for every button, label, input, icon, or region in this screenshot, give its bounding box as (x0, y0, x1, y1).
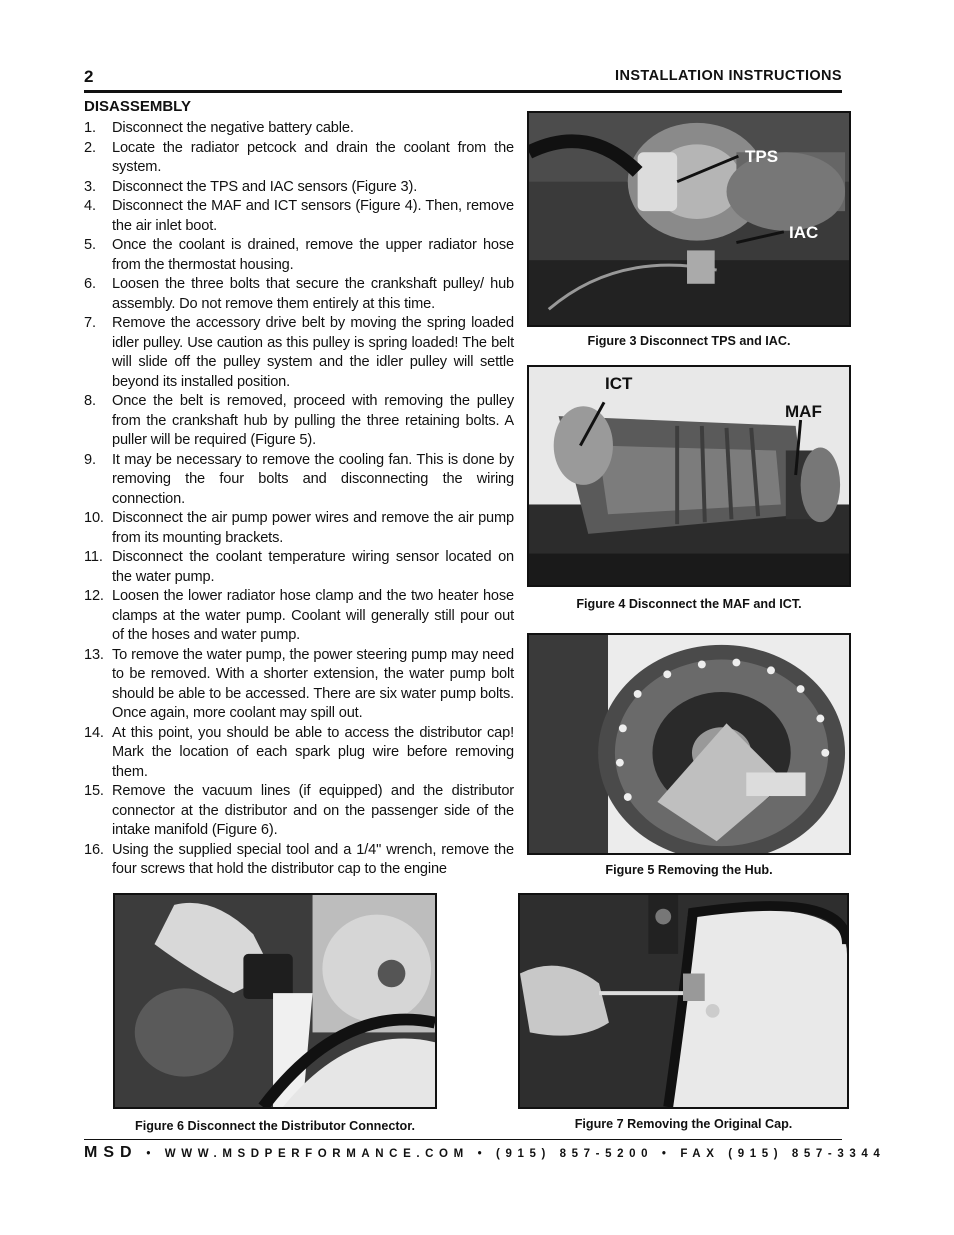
step-item: 1. Disconnect the negative battery cable. (84, 120, 354, 136)
section-title: DISASSEMBLY (84, 98, 191, 115)
figure-5-photo (527, 633, 851, 855)
step-item: 14. At this point, you should be able to access the distributor cap! Mark the location of each spark plug wire before removing them. (84, 724, 514, 780)
figure-4-caption: Figure 4 Disconnect the MAF and ICT. (576, 597, 802, 611)
engine-air-inlet-image (529, 367, 849, 585)
disassembly-steps (84, 119, 514, 880)
step-item: 3. Disconnect the TPS and IAC sensors (Figure 3). (84, 178, 418, 195)
step-item: 13. To remove the water pump, the power steering pump may need to be removed. With a shorter extension, the water pump bolt should be able to be accessed. There are six water pump bolts. Once again, more coolant may spill out. (84, 646, 514, 721)
ict-label: ICT (605, 374, 633, 393)
step-text: It may be necessary to remove the cooling fan. This is done by removing the four bolts and disconnecting the wiring connection. (112, 451, 514, 507)
step-text: Disconnect the negative battery cable. (112, 120, 354, 136)
footer-website: WWW.MSDPERFORMANCE.COM (164, 1148, 469, 1160)
footer-separator: • (146, 1148, 156, 1160)
distributor-connector-image (115, 895, 435, 1107)
step-text: Using the supplied special tool and a 1/4" wrench, remove the four screws that hold the distributor cap to the engine (112, 841, 514, 877)
page-number: 2 (84, 67, 94, 86)
figure-3-caption: Figure 3 Disconnect TPS and IAC. (587, 334, 791, 348)
footer-separator: • (477, 1148, 488, 1160)
step-item: 9. It may be necessary to remove the cooling fan. This is done by removing the four bolts and disconnecting the wiring connection. (84, 451, 514, 507)
iac-label: IAC (789, 223, 819, 242)
removing-cap-image (520, 895, 847, 1107)
step-text: Locate the radiator petcock and drain the coolant from the system. (112, 139, 514, 175)
step-item: 11. Disconnect the coolant temperature wiring sensor located on the water pump. (84, 549, 514, 585)
figure-7-photo (518, 893, 849, 1109)
figure-3-photo (527, 111, 851, 327)
page-header-title: INSTALLATION INSTRUCTIONS (615, 68, 842, 84)
step-item: 7. Remove the accessory drive belt by moving the spring loaded idler pulley. Use caution as this pulley is spring loaded! The belt will slide off the pulley system and the idler pulley will settle beyond its installed position. (84, 315, 514, 390)
figure-6-caption: Figure 6 Disconnect the Distributor Connector. (135, 1119, 415, 1133)
maf-label: MAF (785, 402, 822, 421)
step-item: 4. Disconnect the MAF and ICT sensors (Figure 4). Then, remove the air inlet boot. (84, 198, 514, 234)
step-item: 2. Locate the radiator petcock and drain the coolant from the system. (84, 139, 514, 175)
step-text: Disconnect the air pump power wires and remove the air pump from its mounting brackets. (112, 510, 514, 546)
step-text: Once the belt is removed, proceed with removing the pulley from the crankshaft hub by pulling the three retaining bolts. A puller will be required (Figure 5). (112, 393, 514, 448)
step-item: 12. Loosen the lower radiator hose clamp and the two heater hose clamps at the water pump. Coolant will generally still pour out of the hoses and water pump. (84, 588, 514, 643)
step-text: Disconnect the TPS and IAC sensors (Figure 3). (112, 178, 418, 195)
footer-brand: MSD (84, 1144, 138, 1161)
step-item: 5. Once the coolant is drained, remove the upper radiator hose from the thermostat housing. (84, 237, 514, 273)
figure-6-photo (113, 893, 437, 1109)
footer-fax: FAX (915) 857-3344 (680, 1148, 886, 1160)
step-text: Disconnect the MAF and ICT sensors (Figure 4). Then, remove the air inlet boot. (112, 198, 514, 234)
step-item: 6. Loosen the three bolts that secure the crankshaft pulley/ hub assembly. Do not remove them entirely at this time. (84, 276, 514, 312)
step-text: To remove the water pump, the power steering pump may need to be removed. With a shorter extension, the water pump bolt should be able to be accessed. There are six water pump bolts. Once again, more coolant may spill out. (112, 646, 514, 721)
footer-phone: (915) 857-5200 (496, 1148, 654, 1160)
header-rule (84, 90, 842, 93)
step-item: 8. Once the belt is removed, proceed with removing the pulley from the crankshaft hub by pulling the three retaining bolts. A puller will be required (Figure 5). (84, 393, 514, 448)
figure-7-caption: Figure 7 Removing the Original Cap. (574, 1117, 793, 1131)
step-text: Remove the vacuum lines (if equipped) and the distributor connector at the distributor and on the passenger side of the intake manifold (Figure 6). (112, 783, 514, 838)
figure-5-caption: Figure 5 Removing the Hub. (605, 863, 773, 877)
step-item: 10. Disconnect the air pump power wires and remove the air pump from its mounting brackets. (84, 510, 514, 546)
footer-separator: • (661, 1148, 672, 1160)
crankshaft-hub-puller-image (529, 635, 849, 853)
step-text: Once the coolant is drained, remove the upper radiator hose from the thermostat housing. (112, 237, 514, 273)
tps-label: TPS (745, 147, 779, 166)
figure-4-photo (527, 365, 851, 587)
step-text: Loosen the lower radiator hose clamp and the two heater hose clamps at the water pump. Coolant will generally still pour out of the hoses and water pump. (112, 588, 514, 643)
step-item: 15. Remove the vacuum lines (if equipped) and the distributor connector at the distributor and on the passenger side of the intake manifold (Figure 6). (84, 783, 514, 838)
step-text: Remove the accessory drive belt by moving the spring loaded idler pulley. Use caution as this pulley is spring loaded! The belt will slide off the pulley system and the idler pulley will settle beyond its installed position. (112, 315, 514, 390)
step-item: 16. Using the supplied special tool and a 1/4" wrench, remove the four screws that hold the distributor cap to the engine (84, 841, 514, 877)
step-text: Disconnect the coolant temperature wiring sensor located on the water pump. (112, 549, 514, 585)
page-footer (84, 1144, 886, 1162)
step-text: Loosen the three bolts that secure the crankshaft pulley/ hub assembly. Do not remove them entirely at this time. (112, 276, 514, 312)
footer-rule (84, 1139, 842, 1140)
step-text: At this point, you should be able to access the distributor cap! Mark the location of each spark plug wire before removing them. (112, 724, 514, 780)
engine-throttle-body-image (529, 113, 849, 325)
